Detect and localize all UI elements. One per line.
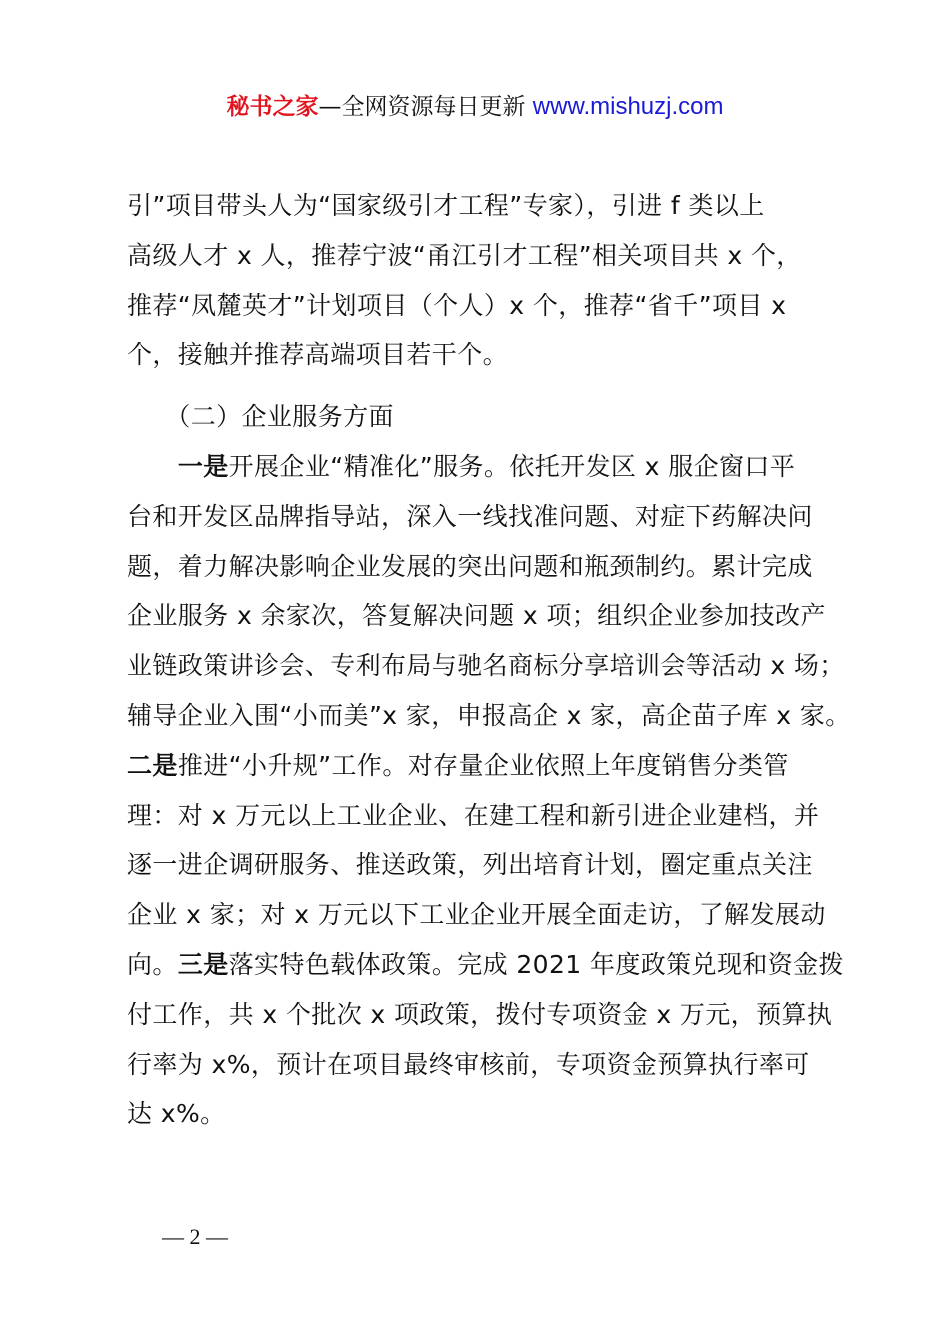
text-line	[127, 236, 857, 286]
text-line	[127, 796, 857, 846]
text-line	[127, 1045, 857, 1095]
text-segment: 向。	[127, 949, 178, 979]
text-line	[127, 1094, 857, 1144]
text-line	[127, 845, 857, 895]
text-line	[127, 447, 857, 497]
site-url-link[interactable]: www.mishuzj.com	[532, 93, 724, 120]
text-line	[127, 497, 857, 547]
page-number: — 2 —	[162, 1224, 228, 1249]
banner-slogan: —全网资源每日更新	[318, 94, 533, 120]
text-segment: 逐一进企调研服务、推送政策，列出培育计划，圈定重点关注	[127, 850, 813, 880]
text-line	[127, 186, 857, 236]
text-line	[127, 995, 857, 1045]
document-body	[127, 186, 857, 1144]
text-line	[127, 286, 857, 336]
text-segment	[127, 452, 178, 481]
text-segment: 企业 x 家；对 x 万元以下工业企业开展全面走访，了解发展动	[127, 900, 826, 930]
text-segment: 辅导企业入围“小而美”x 家，申报高企 x 家，高企苗子库 x 家。	[127, 700, 851, 730]
site-banner	[0, 88, 950, 121]
text-line	[127, 895, 857, 945]
text-line	[127, 746, 857, 796]
text-segment: 题，着力解决影响企业发展的突出问题和瓶颈制约。累计完成	[127, 551, 813, 581]
text-segment: 达 x%。	[127, 1099, 226, 1129]
text-segment: 引”项目带头人为“国家级引才工程”专家），引进 f 类以上	[127, 191, 765, 220]
bold-lead-phrase: 二是	[127, 750, 178, 780]
text-segment: 付工作，共 x 个批次 x 项政策，拨付专项资金 x 万元，预算执	[127, 999, 833, 1029]
text-segment: 企业服务 x 余家次，答复解决问题 x 项；组织企业参加技改产	[127, 601, 826, 631]
text-line	[127, 696, 857, 746]
text-segment: 台和开发区品牌指导站，深入一线找准问题、对症下药解决问	[127, 501, 813, 531]
text-segment: 高级人才 x 人，推荐宁波“甬江引才工程”相关项目共 x 个，	[127, 240, 802, 270]
text-segment: 业链政策讲诊会、专利布局与驰名商标分享培训会等活动 x 场；	[127, 651, 845, 681]
text-line	[127, 646, 857, 696]
bold-lead-phrase: 三是	[177, 949, 229, 979]
text-segment: （二）企业服务方面	[127, 402, 394, 432]
text-segment: 理：对 x 万元以上工业企业、在建工程和新引进企业建档，并	[127, 800, 820, 830]
brand-name: 秘书之家	[226, 94, 319, 120]
text-line	[127, 596, 857, 646]
text-segment: 行率为 x%，预计在项目最终审核前，专项资金预算执行率可	[127, 1049, 810, 1079]
bold-lead-phrase: 一是	[177, 451, 229, 481]
text-segment: 推进“小升规”工作。对存量企业依照上年度销售分类管	[177, 750, 789, 780]
text-line	[127, 945, 857, 995]
text-segment: 推荐“凤麓英才”计划项目（个人）x 个，推荐“省千”项目 x	[127, 290, 787, 320]
text-line	[127, 335, 857, 385]
text-line	[127, 547, 857, 597]
text-segment: 个，接触并推荐高端项目若干个。	[127, 340, 509, 370]
text-segment: 落实特色载体政策。完成 2021 年度政策兑现和资金拨	[228, 949, 844, 979]
text-segment: 开展企业“精准化”服务。依托开发区 x 服企窗口平	[228, 451, 796, 481]
text-line	[127, 397, 857, 447]
